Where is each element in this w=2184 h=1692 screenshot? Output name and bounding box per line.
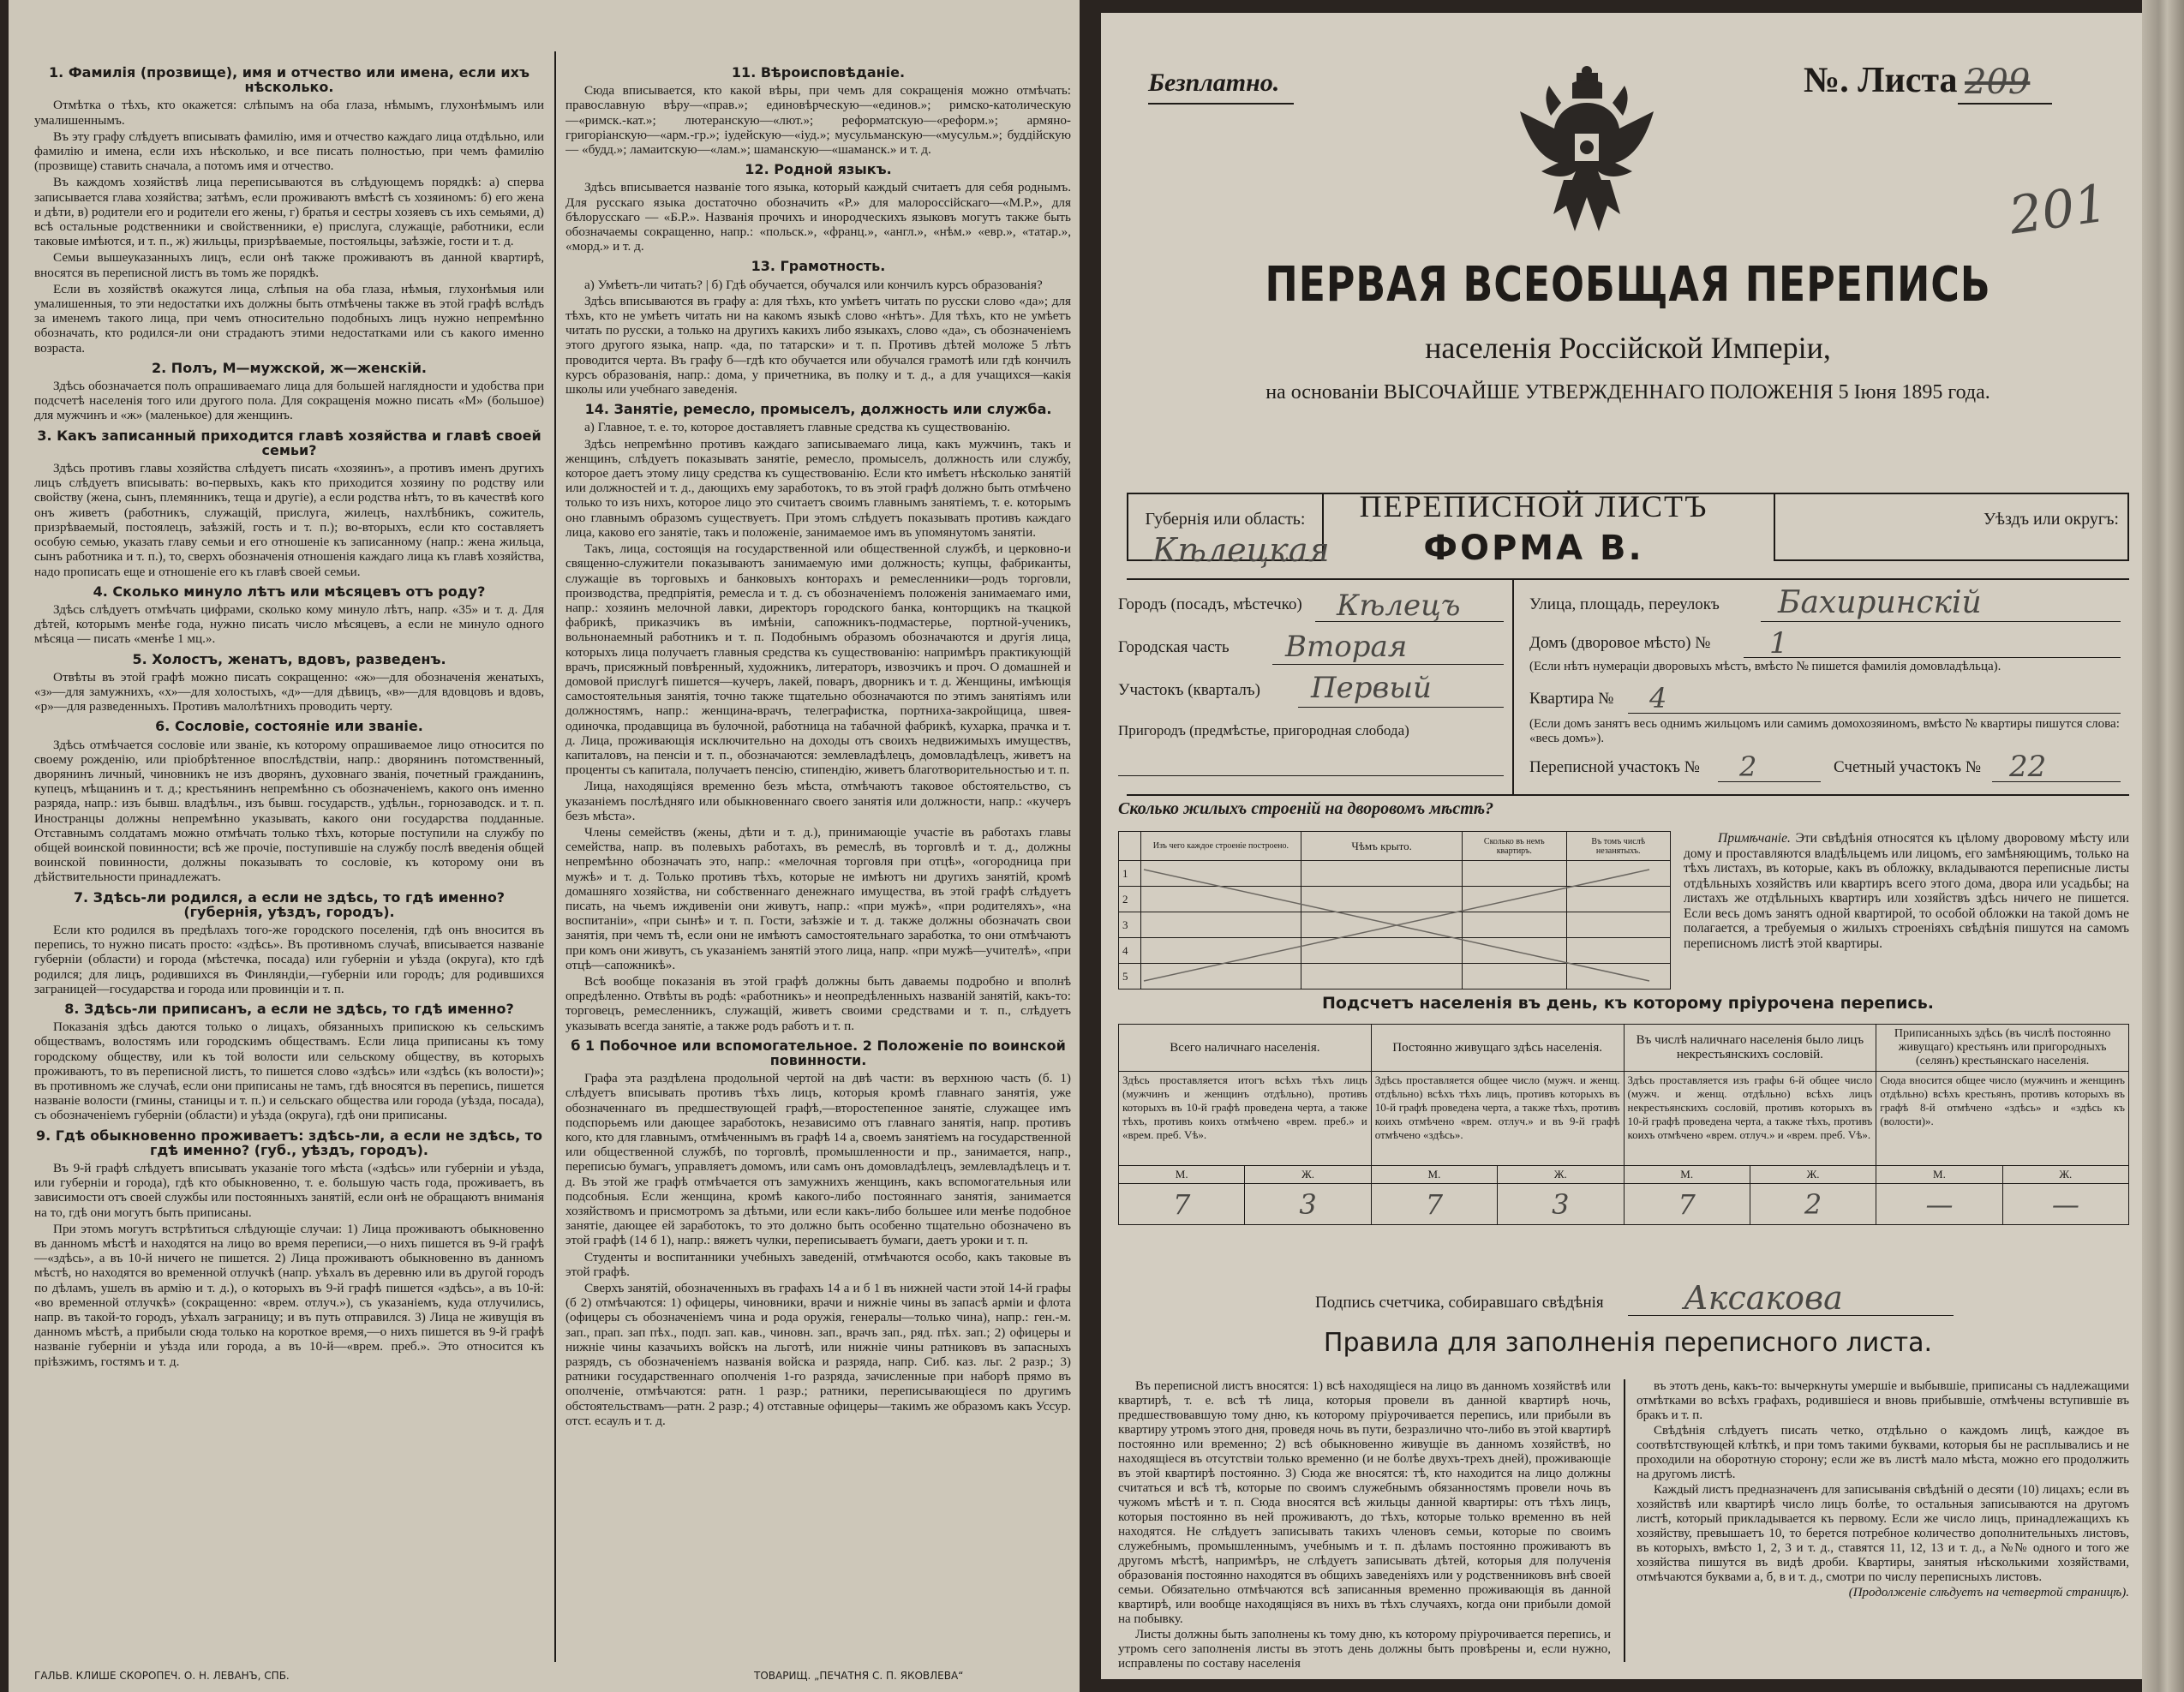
city-label: Городъ (посадъ, мѣстечко)	[1118, 595, 1302, 613]
count-header-non-peasant: Въ числѣ наличнаго населенія было лицъ некрестьянскихъ сословій.	[1624, 1025, 1876, 1072]
count-values-row	[1119, 1184, 2129, 1225]
instruction-paragraph: Отвѣты въ этой графѣ можно писать сокращенно: «ж»—для обозначенія женатыхъ, «з»—для замужнихъ, «х»—для холостыхъ, «д»—для дѣвицъ, «в»—для вдовцовъ и вдовъ, «р»—для разведенныхъ. Противъ малолѣтнихъ проводить черту.	[34, 669, 544, 714]
census-district-label: Переписной участокъ №	[1529, 758, 1700, 776]
instruction-heading: 5. Холостъ, женатъ, вдовъ, разведенъ.	[132, 650, 446, 667]
census-district-value: 2	[1739, 750, 1757, 783]
instruction-paragraph: Показанія здѣсь даются только о лицахъ, обязанныхъ припискою къ сельскимъ обществамъ, волостямъ или городскимъ обществамъ. Если лица приписаны къ тому городскому обществу, или къ той волости или сельскому обществу, въ которыхъ проживаютъ, то въ переписной листъ, то пишется слово «здѣсь» или «здѣсь (къ волости)»; въ противномъ же случаѣ, если они приписаны не тамъ, гдѣ вносятся въ перепись, пишется названіе волости (гмины, станицы и т. п.) и сельскаго общества или города (уѣзда, посада), съ обозначеніемъ губерніи (области) и уѣзда (округа), гдѣ они приписаны.	[34, 1019, 544, 1123]
peasant-female: —	[2002, 1184, 2128, 1225]
count-header-resident: Постоянно живущаго здѣсь населенія.	[1371, 1025, 1624, 1072]
form-title-line-2: ФОРМА В.	[1423, 529, 1644, 568]
buildings-row-number: 1	[1119, 861, 1141, 887]
instruction-paragraph: Здѣсь вписываются въ графу а: для тѣхъ, кто умѣетъ читать по русски слово «да»; для тѣхъ, кто не умѣетъ читать ни на какомъ языкѣ слово «нѣтъ». Для тѣхъ, кто не умѣетъ читать по русски, а только на другихъ какихъ либо языкахъ, слово «да», съ обозначеніемъ этого другого языка, напр. «да, по татарски» и т. п. Противъ дѣтей моложе 5 лѣтъ проводится черта. Въ графу б—гдѣ кто обучается или обучался грамотѣ или гдѣ кончилъ курсъ образованія, напр.: дома, у причетника, въ полку и т. д., а для учащихся—какія школы или учебнаго заведенія.	[565, 293, 1071, 398]
instruction-heading: 9. Гдѣ обыкновенно проживаетъ: здѣсь-ли, а если не здѣсь, то гдѣ именно? (губ., уѣздъ, городъ).	[35, 1127, 543, 1158]
gubernia-label: Губернія или область:	[1145, 510, 1306, 529]
instruction-heading: 14. Занятіе, ремесло, промыселъ, должность или служба.	[584, 401, 1052, 418]
rules-column-1	[1118, 1379, 1611, 1672]
instruction-heading: б 1 Побочное или вспомогательное. 2 Положеніе по воинской повинности.	[571, 1037, 1066, 1068]
apartment-value: 4	[1649, 682, 1667, 714]
fields-bottom-rule	[1127, 794, 2129, 796]
sheet-number-value: 209	[1965, 63, 2031, 102]
buildings-row-number: 3	[1119, 912, 1141, 938]
handwritten-page-number: 201	[2005, 173, 2111, 247]
instruction-heading: 2. Полъ, М—мужской, ж—женскій.	[152, 359, 427, 376]
instruction-heading: 4. Сколько минуло лѣтъ или мѣсяцевъ отъ роду?	[93, 583, 486, 600]
resident-male: 7	[1371, 1184, 1497, 1225]
instruction-paragraph: Члены семействъ (жены, дѣти и т. д.), принимающіе участіе въ работахъ главы семейства, напр. въ полевыхъ работахъ, въ ремеслѣ, въ торговлѣ и т. д., должны непремѣнно обозначать это, напр.: «мелочная торговля при отцѣ», «огородница при мужѣ» и т. д. Только противъ тѣхъ, которые не имѣютъ ни другихъ занятій, кромѣ домашняго хозяйства, ни собственнаго денежнаго имущества, въ этой графѣ слѣдуетъ писать, на чьемъ иждивеніи они живутъ, напр.: «при мужѣ», «при родителяхъ», «на воспитаніи», «при сынѣ» и т. п. Гости, заѣзжіе и т. д. также должны обозначать свои занятія, при чемъ тѣ, если они не имѣютъ самостоятельнаго заработка, то они отмѣчаютъ при комъ они живутъ, съ указаніемъ занятій этого лица, напр. «при мужѣ—учителѣ», «при отцѣ—сапожникѣ».	[565, 824, 1071, 972]
rules-continued-note: (Продолженіе слѣдуетъ на четвертой страницѣ).	[1848, 1586, 2129, 1599]
present-male: 7	[1119, 1184, 1245, 1225]
fields-divider	[1512, 580, 1514, 794]
instruction-paragraph: Всѣ вообще показанія въ этой графѣ должны быть даваемы подробно и вполнѣ опредѣленно. Отвѣты въ родѣ: «работникъ» и неопредѣленныхъ названій занятій, какъ-то: торговецъ, ремесленникъ, служащій, живетъ своими средствами и т. п., слѣдуетъ указывать всегда занятіе, а также родъ работъ и т. п.	[565, 973, 1071, 1033]
count-desc-non-peasant: Здѣсь проставляется изъ графы 6-й общее число (мужч. и женщ. отдѣльно) всѣхъ лицъ некрестьянскихъ сословій, противъ которыхъ въ 10-й графѣ проведена черта, а также тѣхъ, противъ коихъ отмѣчено «врем. отлуч.» и «врем. преб. Vѣ».	[1624, 1072, 1876, 1166]
fields-top-rule	[1127, 578, 2129, 580]
left-page-instructions	[9, 0, 1080, 1692]
city-value: Кѣлецъ	[1337, 589, 1461, 623]
uezd-box	[1774, 493, 2129, 561]
legal-basis: на основаніи ВЫСОЧАЙШЕ УТВЕРЖДЕННАГО ПОЛОЖЕНІЯ 5 Іюня 1895 года.	[1266, 381, 1990, 404]
apartment-note: (Если домъ занятъ весь однимъ жильцомъ или самимъ домохозяиномъ, вмѣсто № квартиры пишутся слова: «весь домъ»).	[1529, 717, 2120, 745]
instruction-paragraph: Сверхъ занятій, обозначенныхъ въ графахъ 14 а и б 1 въ нижней части этой 14-й графы (б 2) отмѣчаются: 1) офицеры, чиновники, врачи и нижніе чины въ запасѣ арміи и флота (офицеры съ обозначеніемъ чина и рода оружія, генералы—только чина), напр.: ген.-м. зап., прап. зап пѣх., подп. зап. кав., чиновн. зап., врачъ зап., ряд. пѣх. зап.; 2) офицеры и нижніе чины казачьихъ войскъ на льготѣ, или нижніе чины ратниковъ въ запасныхъ разрядъ, съ обозначеніемъ названія войска и разряда, напр. Сиб. каз. льг. 2 разр.; 3) ратники государственнаго ополченія 1-го разряда, зачисленные при наборѣ прямо въ ополченіе, отмѣчаются: ратн. 1 разр.; ратники, переписывающіеся по другимъ обстоятельствамъ—ратн. 2 разр.; 4) отставные офицеры—такимъ же образомъ какъ Уссур. отст. есаулъ и т. д.	[565, 1281, 1071, 1428]
instruction-paragraph: Въ каждомъ хозяйствѣ лица переписываются въ слѣдующемъ порядкѣ: а) сперва записывается глава хозяйства; затѣмъ, если проживаютъ вмѣстѣ съ хозяиномъ: б) его жена и дѣти, в) родители его и родители его жены, г) братья и сестры хозяевъ съ ихъ семьями, д) всѣ остальные родственники и свойственники, е) прислуга, служащіе, работники, если таковые имѣются, и т. п., ж) жильцы, призрѣваемые, постояльцы, заѣзжіе, гости и т. д.	[34, 175, 544, 249]
instruction-paragraph: При этомъ могутъ встрѣтиться слѣдующіе случаи: 1) Лица проживаютъ обыкновенно въ данномъ мѣстѣ и находятся на лицо во время переписи,—о нихъ пишется въ 9-й графѣ—«здѣсь», а въ 10-й ничего не пишется. 2) Лица проживаютъ обыкновенно въ данномъ мѣстѣ, но находятся во временной отлучкѣ (напр. уѣхалъ въ деревню или въ другой городъ по дѣламъ, ушелъ въ армію и т. д.), о которыхъ въ 9-й графѣ пишется «здѣсь», а въ 10-й: «во временной отлучкѣ» (сокращенно: «врем. отлуч.»), съ указаніемъ, куда отлучились, напр. въ такой-то городъ, уѣхалъ заграницу; и въ путь отправился. 3) Лица не живущія въ данномъ мѣстѣ, а прибыли сюда только на короткое время,—о нихъ пишется въ 9-й графѣ названіе губерніи и уѣзда или города, а въ 10-й—«врем. преб.». Это относится къ пріѣзжимъ, гостямъ и т. д.	[34, 1221, 544, 1369]
instruction-paragraph: Графа эта раздѣлена продольной чертой на двѣ части: въ верхнюю часть (б. 1) слѣдуетъ вписывать противъ тѣхъ лицъ, которыя кромѣ главнаго занятія, уже обозначеннаго въ предшествующей графѣ,—второстепенное занятіе, служащее имъ подспорьемъ или дающее заработокъ, независимо отъ главнаго занятія, напр. противъ кого, кто для главнымъ, отмѣченнымъ въ графѣ 14 а, своемъ занятіемъ на государственной или общественной службѣ, по торговлѣ, промышленности и пр., занимается, напр., переписью бумагъ, управляетъ домомъ, или самъ онъ домовладѣлецъ, землевладѣлецъ и т. д. Въ этой же графѣ отмѣчается отъ замужнихъ женщинъ, какъ вспомогательныя или подсобныя. Если женщина, кромѣ какого-либо постояннаго занятія, занимается хозяйствомъ и присмотромъ за дѣтьми, или если какъ-либо большее или менѣе подобное занятіе, дающее ей заработокъ, то это должно быть особенно тщательно обозначено въ этой графѣ (14 б 1), напр.: вяжетъ чулки, переписываетъ бумаги, даетъ уроки и т. п.	[565, 1071, 1071, 1248]
signature-label: Подпись счетчика, собиравшаго свѣдѣнія	[1315, 1294, 1604, 1312]
instruction-heading: 6. Сословіе, состояніе или званіе.	[155, 718, 423, 735]
instruction-paragraph: Здѣсь противъ главы хозяйства слѣдуетъ писать «хозяинъ», а противъ именъ другихъ лицъ слѣдуетъ вписывать: во-первыхъ, какъ кто приходится хозяину по родству или свойству (жена, сынъ, племянникъ, теща и другіе), а если родства нѣтъ, то въ качествѣ кого онъ живетъ (работникъ, служащій, прислуга, жилецъ, нахлѣбникъ, сожитель, призрѣваемый, постоялецъ, заѣзжій, гость и т. п.); во-вторыхъ, если кто составляетъ особую семью, указать главу семьи и его отношеніе къ записанному (напр.: жена жильца, сынъ работника и т. п.), то, сверхъ обозначенія отношенія каждаго лица къ главѣ хозяйства, надо прописать еще и отношеніе его къ главѣ своей семьи.	[34, 461, 544, 579]
buildings-row-number: 4	[1119, 938, 1141, 964]
city-part-value: Вторая	[1285, 630, 1408, 664]
instruction-paragraph: Здѣсь отмѣчается сословіе или званіе, къ которому опрашиваемое лицо относится по своему рожденію, или пріобрѣтенное впослѣдствіи, напр.: дворянинъ потомственный, дворянинъ личный, чиновникъ не изъ дворянъ, духовнаго званія, почетный гражданинъ, купецъ, мѣщанинъ и т. д.; крестьянинъ непремѣнно съ обозначеніемъ, какого онъ именно разряда, напр.: изъ бывш. владѣльч., изъ бывш. государств., удѣльн., горнозаводск. и т. п. Иностранцы должны непремѣнно указывать, какого они государства подданные. Отставнымъ солдатамъ можно отмѣчать только тѣхъ, которые поступили на службу по общей воинской повинности; всѣ же прочіе, поступившіе на службу послѣ введенія общей воинской повинности, должны показывать то сословіе, къ которому они въ дѣйствительности принадлежатъ.	[34, 737, 544, 885]
form-title-block	[1328, 488, 1739, 568]
note-text: Эти свѣдѣнія относятся къ цѣлому дворовому мѣсту или дому и проставляются владѣльцемъ или лицомъ, его замѣняющимъ, только на тѣхъ листахъ, въ которые, какъ въ обложку, вкладываются переписные листы отдѣльныхъ хозяйствъ или квартиръ всего этого дома, двора или усадьбы; на листахъ же отдѣльныхъ квартиръ или хозяйствъ здѣсь ничего не пишется. Если весь домъ занятъ одной квартирой, то особой обложки на такой домъ не полагается, а требуемыя о жилыхъ строеніяхъ свѣдѣнія пишутся на самомъ переписномъ листѣ этой квартиры.	[1684, 831, 2130, 951]
non-peasant-female: 2	[1750, 1184, 1876, 1225]
resident-female: 3	[1498, 1184, 1624, 1225]
count-desc-peasants: Сюда вносится общее число (мужчинъ и женщинъ отдѣльно) всѣхъ крестьянъ, противъ которыхъ въ графѣ 8-й отмѣчено «здѣсь» и «здѣсь къ (волости)».	[1876, 1072, 2129, 1166]
free-label: Безплатно.	[1148, 69, 1280, 97]
instruction-heading: 11. Вѣроисповѣданіе.	[731, 64, 906, 81]
instruction-paragraph: Семьи вышеуказанныхъ лицъ, если онѣ также проживаютъ въ данной квартирѣ, вносятся въ переписной листъ въ томъ же порядкѣ.	[34, 250, 544, 280]
house-label: Домъ (дворовое мѣсто) №	[1529, 634, 1711, 652]
instruction-paragraph: Отмѣтка о тѣхъ, кто окажется: слѣпымъ на оба глаза, нѣмымъ, глухонѣмымъ или умалишеннымъ.	[34, 98, 544, 128]
instruction-paragraph: Студенты и воспитанники учебныхъ заведеній, отмѣчаются особо, какъ таковые въ этой графѣ.	[565, 1249, 1071, 1279]
buildings-row-number: 5	[1119, 964, 1141, 989]
sheet-number-underline	[1958, 103, 2052, 105]
present-female: 3	[1245, 1184, 1371, 1225]
stacked-page-edges	[2142, 0, 2184, 1692]
instruction-heading: 13. Грамотность.	[751, 258, 886, 275]
uezd-label: Уѣздъ или округъ:	[1983, 510, 2119, 529]
signature-value: Аксакова	[1684, 1279, 1843, 1317]
sex-labels-row: М. Ж. М. Ж. М. Ж. М. Ж.	[1119, 1166, 2129, 1184]
form-title-line-1: ПЕРЕПИСНОЙ ЛИСТЪ	[1359, 489, 1708, 523]
instruction-paragraph: Здѣсь вписывается названіе того языка, который каждый считаетъ для себя роднымъ. Для русскаго языка достаточно обозначить «Р.» для малороссійскаго—«М.Р.», для бѣлорусскаго — «Б.Р.». Названія прочихъ и инородческихъ языковъ могутъ также быть обозначаемы сокращенно, напр.: «польск.», «франц.», «англ.», «нѣм.» «евр.», «татар.», «морд.» и т. д.	[565, 180, 1071, 254]
district-value: Первый	[1311, 671, 1432, 705]
subtitle: населенія Россійской Имперіи,	[1425, 331, 1831, 365]
instruction-paragraph: Здѣсь слѣдуетъ отмѣчать цифрами, сколько кому минуло лѣтъ, напр. «35» и т. д. Для дѣтей, которымъ менѣе года, нужно писать число мѣсяцевъ, а если не минуло одного мѣсяца — писать «менѣе 1 мц.».	[34, 601, 544, 647]
instruction-paragraph: Если въ хозяйствѣ окажутся лица, слѣпыя на оба глаза, нѣмыя, глухонѣмыя или умалишенныя, то эти недостатки ихъ должны быть отмѣчены также въ этой графѣ вслѣдъ за именемъ такого лица, при чемъ относительно подобныхъ лицъ нужно непремѣнно обозначать, кто родился-ли они страдаютъ этими недостатками или съ какого именно возраста.	[34, 281, 544, 356]
free-label-underline	[1148, 103, 1294, 105]
instruction-paragraph: Въ эту графу слѣдуетъ вписывать фамилію, имя и отчество каждаго лица отдѣльно, или фамилію и имена, если ихъ нѣсколько, и все писать полностью, при чемъ фамилію (прозвище) ставить сначала, а потомъ имя и отчество.	[34, 129, 544, 174]
buildings-row-number: 2	[1119, 887, 1141, 912]
imperial-eagle-emblem	[1512, 64, 1662, 244]
main-title: ПЕРВАЯ ВСЕОБЩАЯ ПЕРЕПИСЬ	[1265, 257, 1991, 313]
instruction-paragraph: а) Главное, т. е. то, которое доставляетъ главные средства къ существованію.	[584, 420, 1011, 435]
instruction-paragraph: Лица, находящіяся временно безъ мѣста, отмѣчаютъ таковое обстоятельство, съ указаніемъ послѣдняго или обыкновеннаго своего занятія или должности, напр.: «кучеръ безъ мѣста».	[565, 779, 1071, 823]
buildings-question: Сколько жилыхъ строеній на дворовомъ мѣстѣ?	[1118, 799, 1494, 818]
instructions-column-1	[34, 60, 544, 1371]
buildings-header-roof: Чѣмъ крыто.	[1301, 832, 1463, 861]
rules-paragraph: Листы должны быть заполнены къ тому дню, къ которому пріурочивается перепись, и утромъ сего заполненія листы въ этотъ день должны быть провѣрены и, если нужно, исправлены по составу населенія	[1118, 1628, 1611, 1671]
rules-paragraph: Каждый листъ предназначенъ для записыванія свѣдѣній о десяти (10) лицахъ; если въ хозяйствѣ или квартирѣ число лицъ болѣе, то остальныя записываются на другомъ листѣ, который прикладывается къ первому. Если же число лицъ, принадлежащихъ къ хозяйству, превышаетъ 10, то берется потребное количество дополнительныхъ листовъ, въ которыхъ, вмѣсто 1, 2, 3 и т. д., ставятся 11, 12, 13 и т. д., а №№ одного и того же хозяйства пишутся въ видѣ дроби. Квартиры, занятыя нѣсколькими хозяйствами, отмѣчаются буквами а, б, в и т. д., смотри по числу переписныхъ листовъ.	[1637, 1483, 2129, 1584]
counting-district-label: Счетный участокъ №	[1834, 758, 1981, 776]
house-value: 1	[1769, 626, 1788, 661]
non-peasant-male: 7	[1624, 1184, 1750, 1225]
instruction-paragraph: Здѣсь непремѣнно противъ каждаго записываемаго лица, какъ мужчинъ, такъ и женщинъ, слѣдуетъ показывать занятіе, ремесло, промыселъ, должность или службу, которое даетъ этому лицу средства къ существованію. Если кто имѣетъ нѣсколько занятій или должностей и т. д., дающихъ ему заработокъ, то въ этой графѣ должно быть отмѣчено только то изъ нихъ, которое лицо это считаетъ своимъ главнымъ занятіемъ, т. е. которымъ оно главнымъ образомъ существуетъ. При этомъ слѣдуетъ показывать противъ каждаго лица, каково его занятіе, такъ и положеніе, занимаемое имъ въ упомянутомъ занятіи.	[565, 436, 1071, 540]
apartment-label: Квартира №	[1529, 690, 1614, 708]
instruction-paragraph: Такъ, лица, состоящія на государственной или общественной службѣ, и церковно-и священно-служители показываютъ занимаемую ими должность; купцы, фабриканты, служащіе въ торговыхъ и банковыхъ конторахъ и ремесленники—родъ торговли, производства, предпріятія, ремесла и т. д. съ обозначеніемъ положенія занимаемаго ими, напр.: хозяинъ мелочной лавки, директоръ городского банка, конторщикъ на ткацкой фабрикѣ, приказчикъ въ имѣніи, сапожникъ-подмастерье, портной-ученикъ, вольнонаемный работникъ и т. п. Подобнымъ образомъ обозначаются и другія лица, которыхъ лица получаетъ главныя средства къ существованію: напримѣръ практикующій врачъ, присяжный повѣренный, художникъ, литераторъ, извозчикъ и проч. О домашней и домовой прислугѣ пишется—кучеръ, лакей, поваръ, дворникъ и т. д. Женщины, имѣющія самостоятельныя занятія, точно также тщательно обозначаются по этимъ занятіямъ или должностямъ, напр.: женщина-врачъ, телеграфистка, портниха-закройщица, швея-одиночка, продавщица въ булочной, работница на табачной фабрикѣ, кухарка, прачка и т. д. Лица, проживающія исключительно на доходы отъ своихъ недвижимыхъ имуществъ, капиталовъ, на пенсіи и т. п., обозначаются: землевладѣлецъ, домовладѣлецъ, живетъ на проценты съ капитала, получаетъ пенсію, стипендію, живетъ благотворительностью и т. п.	[565, 541, 1071, 778]
rules-column-2	[1637, 1379, 2129, 1601]
count-desc-present: Здѣсь проставляется итогъ всѣхъ тѣхъ лицъ (мужчинъ и женщинъ отдѣльно), противъ которыхъ въ 10-й графѣ проведена черта, а также тѣхъ, противъ коихъ отмѣчено «врем. преб.» и «врем. преб. Vѣ».	[1119, 1072, 1372, 1166]
instruction-paragraph: Если кто родился въ предѣлахъ того-же городского поселенія, гдѣ онъ вносится въ перепись, то нужно писать просто: «здѣсь». Въ противномъ случаѣ, вписывается названіе губерніи (области) и города (мѣстечка, посада) или губерніи и уѣзда (округа), кто гдѣ родился; для лицъ, родившихся въ Финляндіи,—губерніи или городъ; для родившихся заграницей—государства и города или провинціи и т. п.	[34, 922, 544, 996]
instruction-heading: 12. Родной языкъ.	[745, 161, 892, 178]
buildings-note	[1684, 831, 2129, 951]
rules-divider	[1624, 1379, 1625, 1662]
rules-title: Правила для заполненія переписного листа.	[1323, 1328, 1933, 1358]
rules-paragraph: Свѣдѣнія слѣдуетъ писать четко, отдѣльно о каждомъ лицѣ, каждое въ соотвѣтствующей клѣткѣ, и при томъ такими буквами, которыя бы не расплывались и не проходили на оборотную сторону; если же въ листѣ мало мѣста, можно его продолжить на другомъ листѣ.	[1637, 1424, 2129, 1481]
gubernia-value: Кѣлецкая	[1152, 531, 1330, 569]
buildings-header-vacant: Въ томъ числѣ незанятыхъ.	[1566, 832, 1671, 861]
street-value: Бахиринскій	[1778, 585, 1982, 620]
counting-district-value: 22	[2009, 750, 2047, 784]
instruction-paragraph: Сюда вписывается, кто какой вѣры, при чемъ для сокращенія можно отмѣчать: православную вѣру—«прав.»; единовѣрческую—«единов.»; римско-католическую—«римск.-кат.»; лютеранскую—«лют.»; реформатскую—«реформ.»; армяно-григоріанскую—«арм.-гр.»; іудейскую—«іуд.»; мусульманскую—«мусульм.»; буддійскую — «будд.»; ламаитскую—«лам.»; шаманскую—«шаманск.» и т. д.	[565, 83, 1071, 158]
instruction-heading: 1. Фамилія (прозвище), имя и отчество или имена, если ихъ нѣсколько.	[49, 64, 530, 96]
buildings-header-apartments: Сколько въ немъ квартиръ.	[1463, 832, 1566, 861]
buildings-cross-out	[1135, 861, 1666, 989]
note-title: Примѣчаніе.	[1718, 831, 1791, 846]
instruction-heading: 3. Какъ записанный приходится главѣ хозяйства и главѣ своей семьи?	[37, 427, 542, 458]
count-header-present: Всего наличнаго населенія.	[1119, 1025, 1372, 1072]
count-title: Подсчетъ населенія въ день, къ которому пріурочена перепись.	[1321, 994, 1935, 1013]
rules-paragraph: въ этотъ день, какъ-то: вычеркнуты умершіе и выбывшіе, приписаны съ надлежащими отмѣтками во всѣхъ графахъ, родившіеся и вновь прибывшіе, отмѣчены вступившіе въ бракъ и т. п.	[1637, 1379, 2130, 1422]
rules-paragraph: Въ переписной листъ вносятся: 1) всѣ находящіеся на лицо въ данномъ хозяйствѣ или квартирѣ, т. е. всѣ тѣ лица, которыя провели въ данной квартирѣ ночь, предшествовавшую тому дню, къ которому пріурочивается перепись, или прибыли въ квартиру утромъ этого дня, проведя ночь въ пути, безразлично что-либо въ этой квартирѣ постоянно или временно; 2) всѣ обыкновенно живущіе въ данномъ хозяйствѣ, но находящіеся въ отсутствіи только временно (и не болѣе двухъ-трехъ дней), проживающіе въ этой квартирѣ постоянно. 3) Сюда же вносятся: тѣ, кто находится на лицо должны считаться и всѣ тѣ, которые по своимъ служебнымъ обязанностямъ провели ночь въ чужомъ мѣстѣ и т. п. Сюда вносятся всѣ жильцы данной квартиры: отъ тѣхъ лицъ, которыя постоянно въ ней проживаютъ, до тѣхъ, которые только временно въ ней находятся. Не слѣдуетъ записывать такихъ членовъ семьи, которые по своимъ служебнымъ, промышленнымъ, учебнымъ и т. п. дѣламъ постоянно проживаютъ въ другомъ мѣстѣ, напримѣръ, не слѣдуетъ записывать дѣтей, которыя для полученія образованія постоянно находятся въ общихъ заведеніяхъ или у родственниковъ внѣ своей семьи. Обязательно отмѣчаются всѣ записанныя временно проживающія въ данной квартирѣ, или вообще находящіяся въ нихъ въ тѣхъ случаяхъ, когда они прибыли домой на побывку.	[1118, 1379, 1611, 1626]
district-label: Участокъ (кварталъ)	[1118, 681, 1260, 699]
instruction-heading: 8. Здѣсь-ли приписанъ, а если не здѣсь, то гдѣ именно?	[64, 1000, 514, 1017]
instruction-heading: 7. Здѣсь-ли родился, а если не здѣсь, то гдѣ именно? (губернія, уѣздъ, городъ).	[73, 888, 506, 920]
buildings-header-material: Изъ чего каждое строеніе построено.	[1140, 832, 1301, 861]
column-divider	[554, 51, 556, 1662]
instruction-paragraph: а) Умѣетъ-ли читать? | б) Гдѣ обучается, обучался или кончилъ курсъ образованія?	[584, 277, 1043, 292]
printer-credit-left: ГАЛЬВ. КЛИШЕ СКОРОПЕЧ. О. Н. ЛЕВАНЪ, СПБ.	[34, 1670, 290, 1682]
right-page-census-form	[1101, 13, 2155, 1679]
city-part-label: Городская часть	[1118, 638, 1230, 656]
instructions-column-2	[565, 60, 1071, 1430]
count-header-peasants: Приписанныхъ здѣсь (въ числѣ постоянно живущаго) крестьянъ или пригородныхъ (селянъ) крестьянскаго населенія.	[1876, 1025, 2129, 1072]
sheet-number-label: №. Листа	[1804, 61, 1958, 100]
instruction-paragraph: Въ 9-й графѣ слѣдуетъ вписывать указаніе того мѣста («здѣсь» или губерніи и уѣзда, или губерніи и города), гдѣ кто обыкновенно, т. е. большую часть года, проживаетъ, въ зависимости отъ своей службы или постоянныхъ занятій, если онѣ не обращаютъ вниманія на то, гдѣ они могутъ быть приписаны.	[34, 1161, 544, 1220]
suburb-label: Пригородъ (предмѣстье, пригородная слобода)	[1118, 722, 1409, 738]
street-label: Улица, площадь, переулокъ	[1529, 595, 1720, 613]
printer-credit-right: ТОВАРИЩ. „ПЕЧАТНЯ С. П. ЯКОВЛЕВА“	[754, 1670, 964, 1682]
house-note: (Если нѣтъ нумераціи дворовыхъ мѣстъ, вмѣсто № пишется фамилія домовладѣльца).	[1529, 660, 2002, 673]
count-desc-resident: Здѣсь проставляется общее число (мужч. и женщ. отдѣльно) всѣхъ тѣхъ лицъ, противъ которыхъ въ 10-й графѣ проведена черта, а также тѣхъ, противъ коихъ отмѣчено «врем. отлуч.» и въ 9-й графѣ отмѣчено «здѣсь».	[1371, 1072, 1624, 1166]
peasant-male: —	[1876, 1184, 2002, 1225]
instruction-paragraph: Здѣсь обозначается полъ опрашиваемаго лица для большей наглядности и удобства при подсчетѣ населенія того или другого пола. Для сокращенія можно писать «М» (большое) для мужчинъ и «ж» (маленькое) для женщинъ.	[34, 379, 544, 423]
population-count-table	[1118, 1024, 2129, 1225]
